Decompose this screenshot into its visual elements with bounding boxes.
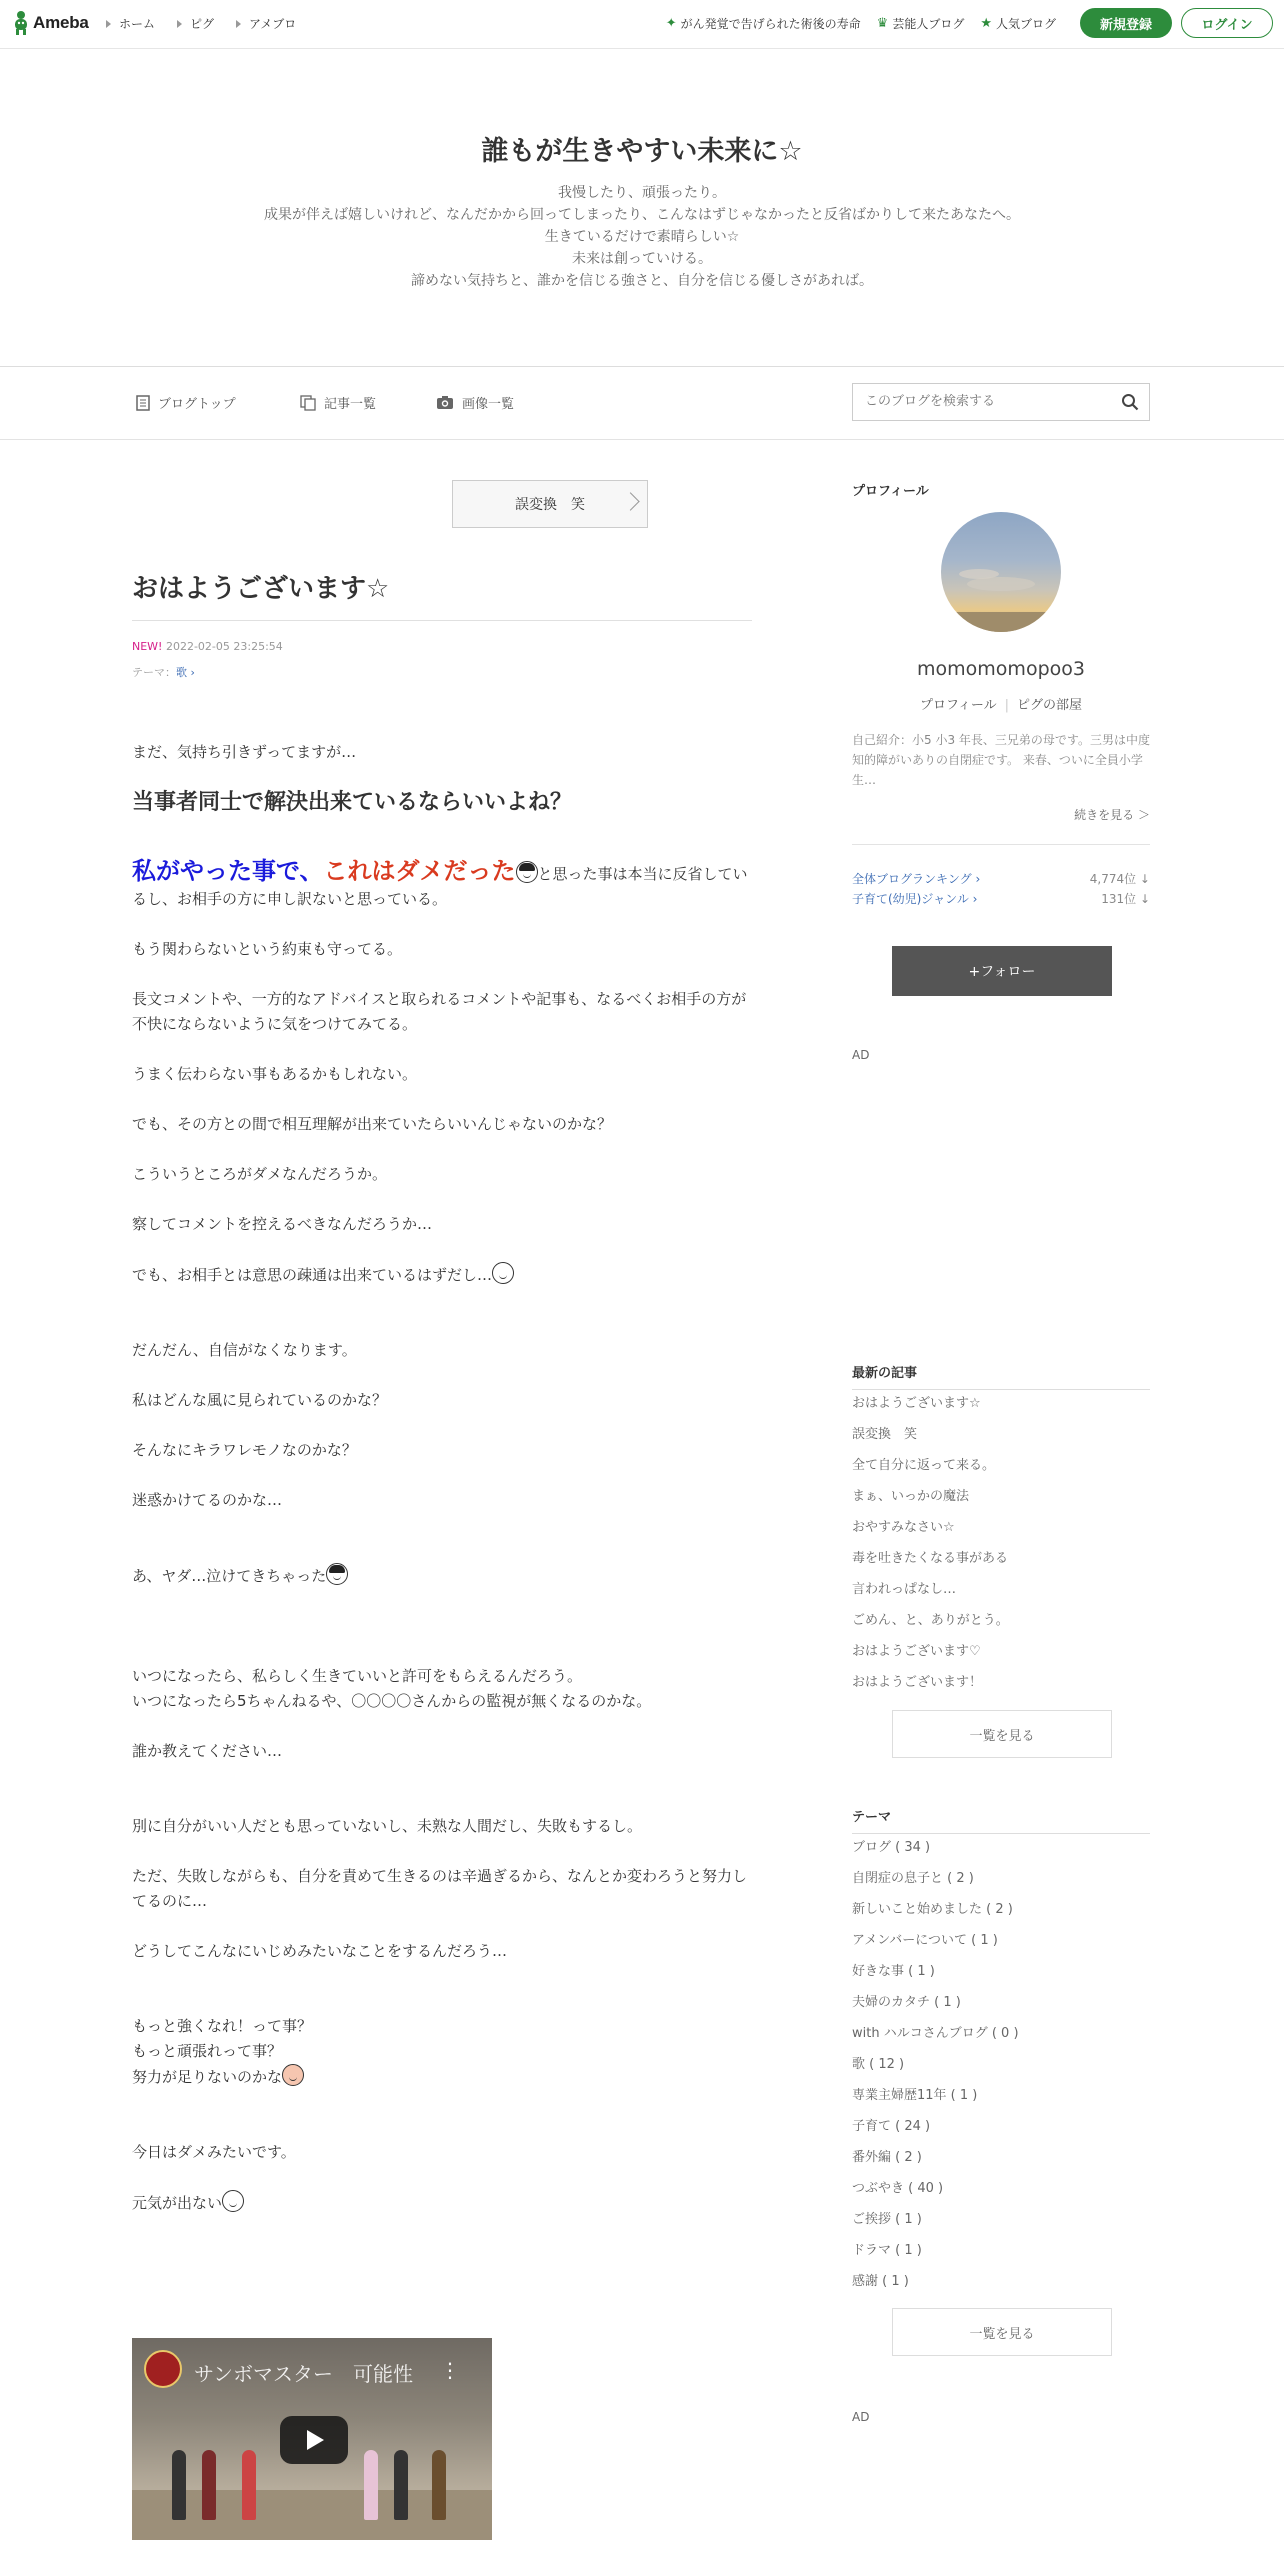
nav-image-list[interactable]	[436, 393, 514, 412]
recent-entry-link[interactable]: ごめん、と、ありがとう。	[852, 1613, 1009, 1628]
desc-line: 成果が伴えば嬉しいけれど、なんだかから回ってしまったり、こんなはずじゃなかったと反省ばかりして来たあなたへ。	[264, 207, 1020, 223]
recent-entries-heading: 最新の記事	[852, 1362, 1150, 1390]
ranking-label: 全体ブログランキング	[852, 872, 972, 886]
profile-link[interactable]: プロフィール	[919, 698, 997, 713]
paragraph: 長文コメントや、一方的なアドバイスと取られるコメントや記事も、なるべくお相手の方が不快にならないように気をつけてみてる。	[132, 990, 747, 1033]
genre-ranking[interactable]: 子育て(幼児)ジャンル › 131位 ↓	[852, 892, 1150, 906]
theme-link[interactable]: 新しいこと始めました ( 2 )	[852, 1902, 1013, 1917]
recent-entry-link[interactable]: 誤変換 笑	[852, 1427, 918, 1442]
recent-entry-link[interactable]: おはようございます♡	[852, 1644, 981, 1659]
theme-list	[852, 1832, 1150, 2297]
nav-blog-top-label: ブログトップ	[158, 397, 236, 412]
nav-image-list-label: 画像一覧	[462, 397, 515, 412]
paragraph: だんだん、自信がなくなります。	[132, 1341, 357, 1359]
paragraph: まだ、気持ち引きずってますが…	[132, 743, 357, 761]
youtube-embed[interactable]	[132, 2338, 492, 2540]
paragraph	[132, 1262, 752, 1288]
avatar-cloud-image	[941, 512, 1061, 632]
theme-link[interactable]: 番外編 ( 2 )	[852, 2150, 922, 2165]
celebrity-blog-link[interactable]	[877, 15, 965, 32]
theme-link[interactable]: ドラマ ( 1 )	[852, 2243, 922, 2258]
recent-entry-link[interactable]: おはようございます☆	[852, 1396, 981, 1411]
entry-datetime: 2022-02-05 23:25:54	[165, 640, 283, 653]
theme-link[interactable]: 歌 ( 12 )	[852, 2057, 905, 2072]
paragraph-text: もっと強くなれ！って事？	[132, 2017, 313, 2035]
recent-entry-link[interactable]: 毒を吐きたくなる事がある	[852, 1551, 1009, 1566]
video-title[interactable]: サンボマスター 可能性	[194, 2362, 413, 2386]
sidebar-divider	[852, 844, 1150, 845]
theme-link[interactable]: ブログ ( 34 )	[852, 1840, 931, 1855]
ranking-label: 子育て(幼児)ジャンル	[852, 892, 969, 906]
prev-entry-label: 誤変換 笑	[515, 497, 585, 513]
paragraph: 誰か教えてください…	[132, 1742, 283, 1760]
recent-entry-link[interactable]: おやすみなさい☆	[852, 1520, 955, 1535]
paragraph: 別に自分がいい人だとも思っていないし、未熟な人間だし、失敗もするし。	[132, 1817, 643, 1835]
more-vert-icon[interactable]: ⋮	[440, 2358, 460, 2382]
login-button[interactable]: ログイン	[1181, 8, 1273, 38]
channel-avatar[interactable]	[144, 2350, 182, 2388]
video-figure	[202, 2450, 216, 2520]
featured-link[interactable]	[666, 15, 861, 32]
paragraph-text: 努力が足りないのかな	[132, 2068, 283, 2086]
paragraph-text: と思った事は本当に反省しているし、お相手の方に申し訳ないと思っている。	[132, 865, 748, 908]
video-figure	[432, 2450, 446, 2520]
paragraph: そんなにキラワレモノなのかな？	[132, 1441, 357, 1459]
nav-entry-list[interactable]	[300, 393, 376, 412]
emoji-face-icon	[516, 861, 538, 883]
ameba-logo[interactable]	[12, 10, 89, 36]
nav-entry-list-label: 記事一覧	[324, 397, 377, 412]
profile-description: 自己紹介：小5 小3 年長、三兄弟の母です。三男は中度知的障がいありの自閉症です。 来春、ついに全員小学生…	[852, 733, 1150, 787]
emoji-sad-icon	[492, 1262, 514, 1284]
paragraph: どうしてこんなにいじめみたいなことをするんだろう…	[132, 1942, 508, 1960]
theme-link[interactable]: 自閉症の息子と ( 2 )	[852, 1871, 974, 1886]
paragraph-text: でも、お相手とは意思の疎通は出来ているはずだし…	[132, 1266, 493, 1284]
paragraph: もう関わらないという約束も守ってる。	[132, 940, 403, 958]
video-figure	[172, 2450, 186, 2520]
paragraph: 察してコメントを控えるべきなんだろうか…	[132, 1215, 433, 1233]
title-divider	[132, 620, 752, 621]
paragraph	[132, 1664, 752, 1714]
desc-line: 諦めない気持ちと、誰かを信じる強さと、自分を信じる優しさがあれば。	[411, 273, 873, 289]
theme-link[interactable]: 好きな事 ( 1 )	[852, 1964, 935, 1979]
recent-entries-list	[852, 1388, 1150, 1698]
celebrity-blog-label: 芸能人ブログ	[892, 17, 965, 31]
paragraph: うまく伝わらない事もあるかもしれない。	[132, 1065, 418, 1083]
recent-entry-link[interactable]: まぁ、いっかの魔法	[852, 1489, 970, 1504]
paragraph: 今日はダメみたいです。	[132, 2143, 296, 2161]
popular-blog-label: 人気ブログ	[995, 17, 1056, 31]
register-button[interactable]: 新規登録	[1080, 8, 1172, 38]
paragraph: 私はどんな風に見られているのかな？	[132, 1391, 388, 1409]
blog-search	[852, 383, 1150, 421]
camera-icon	[436, 395, 454, 410]
video-figure	[364, 2450, 378, 2520]
theme-link-label: 歌	[176, 666, 187, 679]
profile-heading: プロフィール	[852, 484, 929, 499]
prev-entry-button[interactable]	[452, 480, 648, 528]
crumb-home[interactable]: ホーム	[106, 15, 155, 32]
pig-room-link[interactable]: ピグの部屋	[1017, 698, 1083, 713]
entry-title[interactable]: おはようございます☆	[132, 574, 390, 604]
ameba-mascot-icon	[12, 10, 30, 36]
paragraph: こういうところがダメなんだろうか。	[132, 1165, 388, 1183]
paragraph: 迷惑かけてるのかな…	[132, 1491, 283, 1509]
star-icon: ★	[980, 16, 992, 31]
entry-date	[132, 640, 283, 653]
paragraph-text: いつになったら5ちゃんねるや、〇〇〇〇さんからの監視が無くなるのかな。	[132, 1692, 652, 1710]
theme-link[interactable]: 感謝 ( 1 )	[852, 2274, 909, 2289]
crown-icon: ♛	[876, 16, 889, 31]
paragraph-text: いつになったら、私らしく生きていいと許可をもらえるんだろう。	[132, 1667, 583, 1685]
paragraph: でも、その方との間で相互理解が出来ていたらいいんじゃないのかな？	[132, 1115, 613, 1133]
entry-heading: 当事者同士で解決出来ているならいいよね？	[132, 790, 573, 815]
emoji-down-icon	[222, 2190, 244, 2212]
theme-link[interactable]: つぶやき ( 40 )	[852, 2181, 944, 2196]
paragraph	[132, 2014, 752, 2090]
theme-heading: テーマ	[852, 1806, 1150, 1834]
theme-link[interactable]: with ハルコさんブログ ( 0 )	[852, 2026, 1019, 2041]
profile-avatar[interactable]	[941, 512, 1061, 632]
copy-icon	[300, 395, 316, 411]
logo-text: Ameba	[33, 13, 89, 32]
link-separator: |	[1004, 698, 1010, 713]
theme-link[interactable]: 子育て ( 24 )	[852, 2119, 931, 2134]
profile-links	[852, 694, 1150, 713]
featured-link-label: がん発覚で告げられた術後の寿命	[680, 17, 861, 31]
paragraph	[132, 859, 752, 912]
sparkle-icon: ✦	[665, 16, 677, 31]
paragraph	[132, 1563, 752, 1589]
crumb-pigg[interactable]: ピグ	[177, 15, 214, 32]
profile-name[interactable]: momomomopoo3	[917, 658, 1085, 680]
global-header	[0, 0, 1284, 49]
document-icon	[136, 395, 150, 411]
entry-body	[132, 740, 752, 2216]
recent-entry-link[interactable]: おはようございます！	[852, 1675, 983, 1690]
see-all-entries-button[interactable]: 一覧を見る	[892, 1710, 1112, 1758]
nav-blog-top[interactable]	[136, 393, 236, 412]
play-button-icon[interactable]	[280, 2416, 348, 2464]
theme-link[interactable]: 歌 ›	[176, 666, 195, 679]
overall-ranking[interactable]: 全体ブログランキング › 4,774位 ↓	[852, 872, 1150, 886]
blog-description	[0, 182, 1284, 292]
new-badge: NEW!	[132, 640, 163, 653]
desc-line: 生きているだけで素晴らしい☆	[544, 229, 740, 245]
blog-nav	[0, 367, 1284, 440]
desc-line: 我慢したり、頑張ったり。	[558, 185, 726, 201]
ranking-value: 4,774位 ↓	[1089, 872, 1150, 886]
top-links	[666, 15, 1056, 32]
recent-entry-link[interactable]: 言われっぱなし…	[852, 1582, 957, 1597]
blog-title[interactable]: 誰もが生きやすい未来に☆	[481, 136, 803, 167]
video-figure	[394, 2450, 408, 2520]
crumb-ameblo[interactable]: アメブロ	[236, 15, 296, 32]
emoji-pig-icon	[282, 2064, 304, 2086]
popular-blog-link[interactable]	[980, 15, 1056, 32]
ad-label: AD	[852, 1048, 870, 1062]
paragraph: ただ、失敗しながらも、自分を責めて生きるのは辛過ぎるから、なんとか変わろうと努力してるのに…	[132, 1867, 748, 1910]
follow-button[interactable]: +フォロー	[892, 946, 1112, 996]
read-more-link[interactable]: 続きを見る ＞	[1074, 808, 1150, 822]
paragraph-text: 元気が出ない	[132, 2194, 223, 2212]
see-all-themes-button[interactable]: 一覧を見る	[892, 2308, 1112, 2356]
video-figure	[242, 2450, 256, 2520]
emoji-crying-icon	[326, 1563, 348, 1585]
breadcrumb	[106, 15, 296, 32]
recent-entry-link[interactable]: 全て自分に返って来る。	[852, 1458, 996, 1473]
theme-link[interactable]: 専業主婦歴11年 ( 1 )	[852, 2088, 978, 2103]
ad-label: AD	[852, 2410, 870, 2424]
ranking-value: 131位 ↓	[1101, 892, 1150, 906]
desc-line: 未来は創っていける。	[572, 251, 712, 267]
paragraph	[132, 2190, 752, 2216]
highlight-red: これはダメだった	[323, 857, 516, 885]
chevron-right-icon	[621, 492, 639, 510]
search-icon[interactable]	[1121, 393, 1139, 411]
blog-header	[0, 49, 1284, 367]
theme-label: テーマ：	[132, 666, 176, 679]
paragraph-text: もっと頑張れって事？	[132, 2042, 283, 2060]
theme-link[interactable]: アメンバーについて ( 1 )	[852, 1933, 998, 1948]
paragraph-text: あ、ヤダ…泣けてきちゃった	[132, 1567, 327, 1585]
search-input[interactable]	[863, 393, 1107, 410]
entry-theme	[132, 664, 195, 680]
highlight-blue: 私がやった事で、	[132, 857, 324, 885]
theme-link[interactable]: ご挨拶 ( 1 )	[852, 2212, 922, 2227]
theme-link[interactable]: 夫婦のカタチ ( 1 )	[852, 1995, 961, 2010]
